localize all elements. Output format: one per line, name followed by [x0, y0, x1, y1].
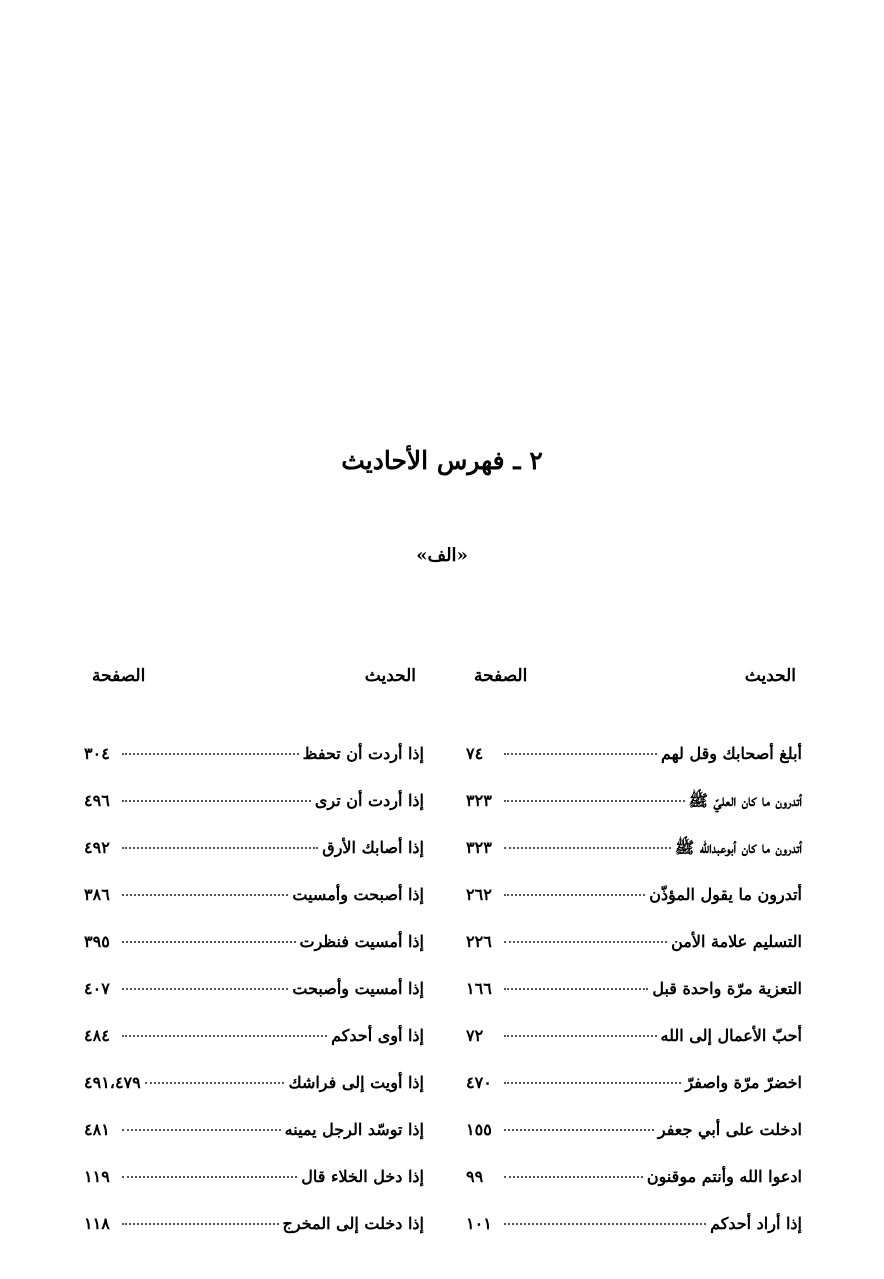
index-entry — [466, 838, 802, 885]
section-letter: «الف» — [416, 545, 468, 566]
dot-leader — [504, 799, 685, 802]
hadith-text: أحبّ الأعمال إلى الله — [660, 1026, 802, 1045]
hadith-text: إذا أردت أن ترى — [314, 791, 424, 810]
entry-list — [84, 744, 424, 1261]
index-entry — [84, 885, 424, 932]
dot-leader — [504, 893, 645, 896]
hadith-text: إذا أراد أحدكم — [710, 1214, 802, 1233]
hadith-text: إذا أمسيت فنظرت — [299, 932, 424, 951]
hadith-text: إذا أصابك الأرق — [322, 838, 424, 857]
hadith-text: إذا أردت أن تحفظ — [302, 744, 424, 763]
hadith-text: اخضرّ مرّة واصفرّ — [685, 1073, 802, 1092]
page-number: ٢٢٦ — [466, 932, 492, 951]
hadith-text: إذا دخلت إلى المخرج — [282, 1214, 424, 1233]
page-number: ١٥٥ — [466, 1120, 492, 1139]
dot-leader — [504, 1222, 706, 1225]
dot-leader — [504, 1081, 681, 1084]
page-number: ١١٩ — [84, 1167, 110, 1186]
hadith-text: أتدرون ما يقول المؤذّن — [649, 885, 802, 904]
index-entry — [84, 838, 424, 885]
page-number: ١١٨ — [84, 1214, 110, 1233]
page-number: ٢٦٢ — [466, 885, 492, 904]
entry-list — [466, 744, 802, 1261]
header-hadith: الحديث — [364, 666, 416, 686]
index-column-right — [466, 664, 802, 1261]
hadith-text: التعزية مرّة واحدة قبل — [652, 979, 802, 998]
dot-leader — [504, 752, 657, 755]
page-number: ٤٩٦ — [84, 791, 110, 810]
page-number: ٤٨٤ — [84, 1026, 110, 1045]
dot-leader — [122, 1175, 297, 1178]
page-number: ٩٩ — [466, 1167, 484, 1186]
index-entry — [466, 1026, 802, 1073]
index-entry — [466, 744, 802, 791]
column-header — [466, 664, 802, 688]
dot-leader — [122, 752, 299, 755]
index-entry — [84, 1214, 424, 1261]
dot-leader — [122, 846, 318, 849]
dot-leader — [504, 1034, 657, 1037]
hadith-text: إذا أصبحت وأمسيت — [292, 885, 424, 904]
page-number: ٤٩١،٤٧٩ — [84, 1073, 141, 1092]
index-entry — [84, 979, 424, 1026]
dot-leader — [122, 893, 288, 896]
page-number: ٤٨١ — [84, 1120, 110, 1139]
index-entry — [84, 1167, 424, 1214]
page-number: ٣٢٣ — [466, 838, 492, 857]
hadith-text: إذا أوى أحدكم — [331, 1026, 424, 1045]
dot-leader — [122, 940, 296, 943]
page-number: ٣٢٣ — [466, 791, 492, 810]
page-number: ٤٠٧ — [84, 979, 110, 998]
hadith-text: ادعوا الله وأنتم موقنون — [646, 1167, 802, 1186]
page-number: ٤٩٢ — [84, 838, 110, 857]
hadith-text: إذا دخل الخلاء قال — [301, 1167, 424, 1186]
dot-leader — [504, 846, 671, 849]
index-entry — [84, 1120, 424, 1167]
dot-leader — [504, 1175, 643, 1178]
page-number: ١٠١ — [466, 1214, 492, 1233]
page-number: ٧٢ — [466, 1026, 484, 1045]
dot-leader — [122, 1128, 281, 1131]
dot-leader — [122, 1222, 279, 1225]
dot-leader — [122, 799, 311, 802]
index-entry — [84, 1026, 424, 1073]
hadith-text: ادخلت على أبي جعفر — [657, 1120, 802, 1139]
index-entry — [466, 791, 802, 838]
dot-leader — [122, 1034, 327, 1037]
index-entry — [466, 1214, 802, 1261]
index-entry — [84, 791, 424, 838]
page-title: ٢ ـ فهرس الأحاديث — [341, 446, 543, 475]
page-number: ١٦٦ — [466, 979, 492, 998]
index-entry — [466, 932, 802, 979]
hadith-text: أتدرون ما كان العليّ ﷺ — [688, 791, 802, 810]
index-entry — [466, 979, 802, 1026]
dot-leader — [504, 987, 648, 990]
page-number: ٣٨٦ — [84, 885, 110, 904]
header-page: الصفحة — [474, 666, 528, 686]
hadith-text: إذا أمسيت وأصبحت — [292, 979, 424, 998]
index-entry — [84, 744, 424, 791]
dot-leader — [504, 940, 667, 943]
index-entry — [84, 932, 424, 979]
index-entry — [84, 1073, 424, 1120]
hadith-text: إذا أويت إلى فراشك — [288, 1073, 424, 1092]
index-entry — [466, 1073, 802, 1120]
dot-leader — [145, 1081, 285, 1084]
hadith-text: إذا توسّد الرجل يمينه — [284, 1120, 424, 1139]
dot-leader — [122, 987, 288, 990]
column-header — [84, 664, 424, 688]
page-number: ٣٠٤ — [84, 744, 110, 763]
hadith-text: أتدرون ما كان أبوعبدالله ﷺ — [674, 838, 802, 857]
index-entry — [466, 885, 802, 932]
page-number: ٧٤ — [466, 744, 484, 763]
page-number: ٣٩٥ — [84, 932, 110, 951]
dot-leader — [504, 1128, 654, 1131]
hadith-text: التسليم علامة الأمن — [671, 932, 802, 951]
page-number: ٤٧٠ — [466, 1073, 492, 1092]
header-page: الصفحة — [92, 666, 146, 686]
header-hadith: الحديث — [744, 666, 796, 686]
index-entry — [466, 1120, 802, 1167]
index-column-left — [84, 664, 424, 1261]
index-entry — [466, 1167, 802, 1214]
hadith-text: أبلغ أصحابك وقل لهم — [661, 744, 802, 763]
